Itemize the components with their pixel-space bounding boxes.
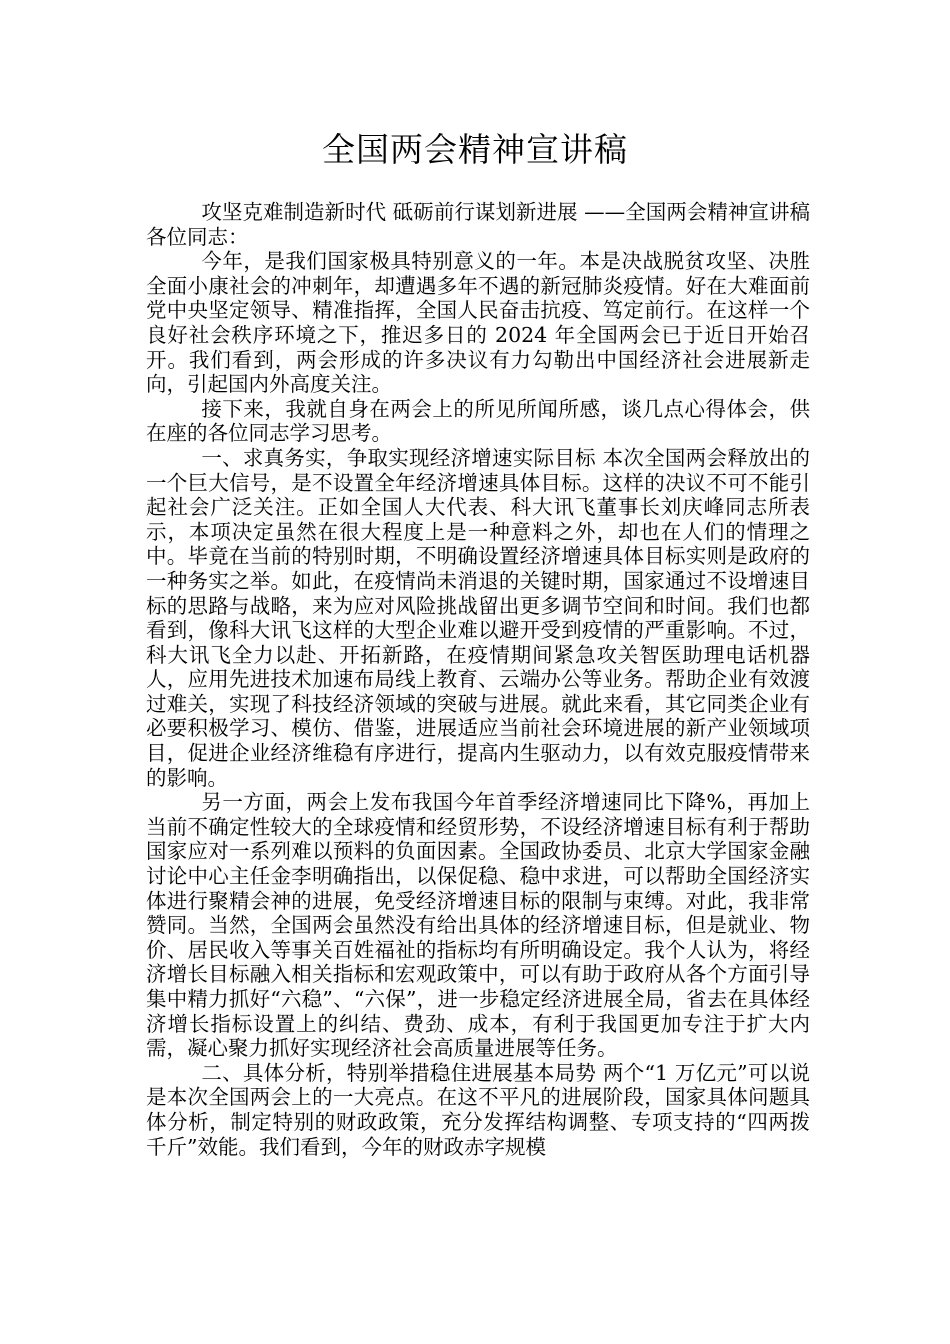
paragraph-heading-greeting: 攻坚克难制造新时代 砥砺前行谋划新进展 ——全国两会精神宣讲稿 各位同志：: [146, 200, 810, 249]
document-title: 全国两会精神宣讲稿: [322, 130, 628, 169]
paragraph-section-two: 二、具体分析，特别举措稳住进展基本局势 两个“1 万亿元”可以说是本次全国两会上的一大亮点。在这不平凡的进展阶段，国家具体问题具体分析，制定特别的财政政策，充分发挥结构调整、专项支持的“四两拨千斤”效能。我们看到，今年的财政赤字规模: [146, 1060, 810, 1159]
paragraph-section-one-continued: 另一方面，两会上发布我国今年首季经济增速同比下降%，再加上当前不确定性较大的全球疫情和经贸形势，不设经济增速目标有利于帮助国家应对一系列难以预料的负面因素。全国政协委员、北京大学国家金融讨论中心主任金李明确指出，以保促稳、稳中求进，可以帮助全国经济实体进行聚精会神的进展，免受经济增速目标的限制与束缚。对此，我非常赞同。当然，全国两会虽然没有给出具体的经济增速目标，但是就业、物价、居民收入等事关百姓福祉的指标均有所明确设定。我个人认为，将经济增长目标融入相关指标和宏观政策中，可以有助于政府从各个方面引导集中精力抓好“六稳”、“六保”，进一步稳定经济进展全局，省去在具体经济增长指标设置上的纠结、费劲、成本，有利于我国更加专注于扩大内需，凝心聚力抓好实现经济社会高质量进展等任务。: [146, 790, 810, 1061]
paragraph-intro: 今年，是我们国家极具特别意义的一年。本是决战脱贫攻坚、决胜全面小康社会的冲刺年，却遭遇多年不遇的新冠肺炎疫情。好在大难面前党中央坚定领导、精准指挥，全国人民奋击抗疫、笃定前行。在这样一个良好社会秩序环境之下，推迟多日的 2024 年全国两会已于近日开始召开。我们看到，两会形成的许多决议有力勾勒出中国经济社会进展新走向，引起国内外高度关注。: [146, 249, 810, 397]
paragraph-section-one: 一、求真务实，争取实现经济增速实际目标 本次全国两会释放出的一个巨大信号，是不设置全年经济增速具体目标。这样的决议不可不能引起社会广泛关注。正如全国人大代表、科大讯飞董事长刘庆峰同志所表示，本项决定虽然在很大程度上是一种意料之外，却也在人们的情理之中。毕竟在当前的特别时期，不明确设置经济增速具体目标实则是政府的一种务实之举。如此，在疫情尚未消退的关键时期，国家通过不设增速目标的思路与战略，来为应对风险挑战留出更多调节空间和时间。我们也都看到，像科大讯飞这样的大型企业难以避开受到疫情的严重影响。不过，科大讯飞全力以赴、开拓新路，在疫情期间紧急攻关智医助理电话机器人，应用先进技术加速布局线上教育、云端办公等业务。帮助企业有效渡过难关，实现了科技经济领域的突破与进展。就此来看，其它同类企业有必要积极学习、模仿、借鉴，进展适应当前社会环境进展的新产业领域项目，促进企业经济维稳有序进行，提高内生驱动力，以有效克服疫情带来的影响。: [146, 445, 810, 790]
paragraph-transition: 接下来，我就自身在两会上的所见所闻所感，谈几点心得体会，供在座的各位同志学习思考。: [146, 396, 810, 446]
document-body: [146, 200, 810, 1159]
